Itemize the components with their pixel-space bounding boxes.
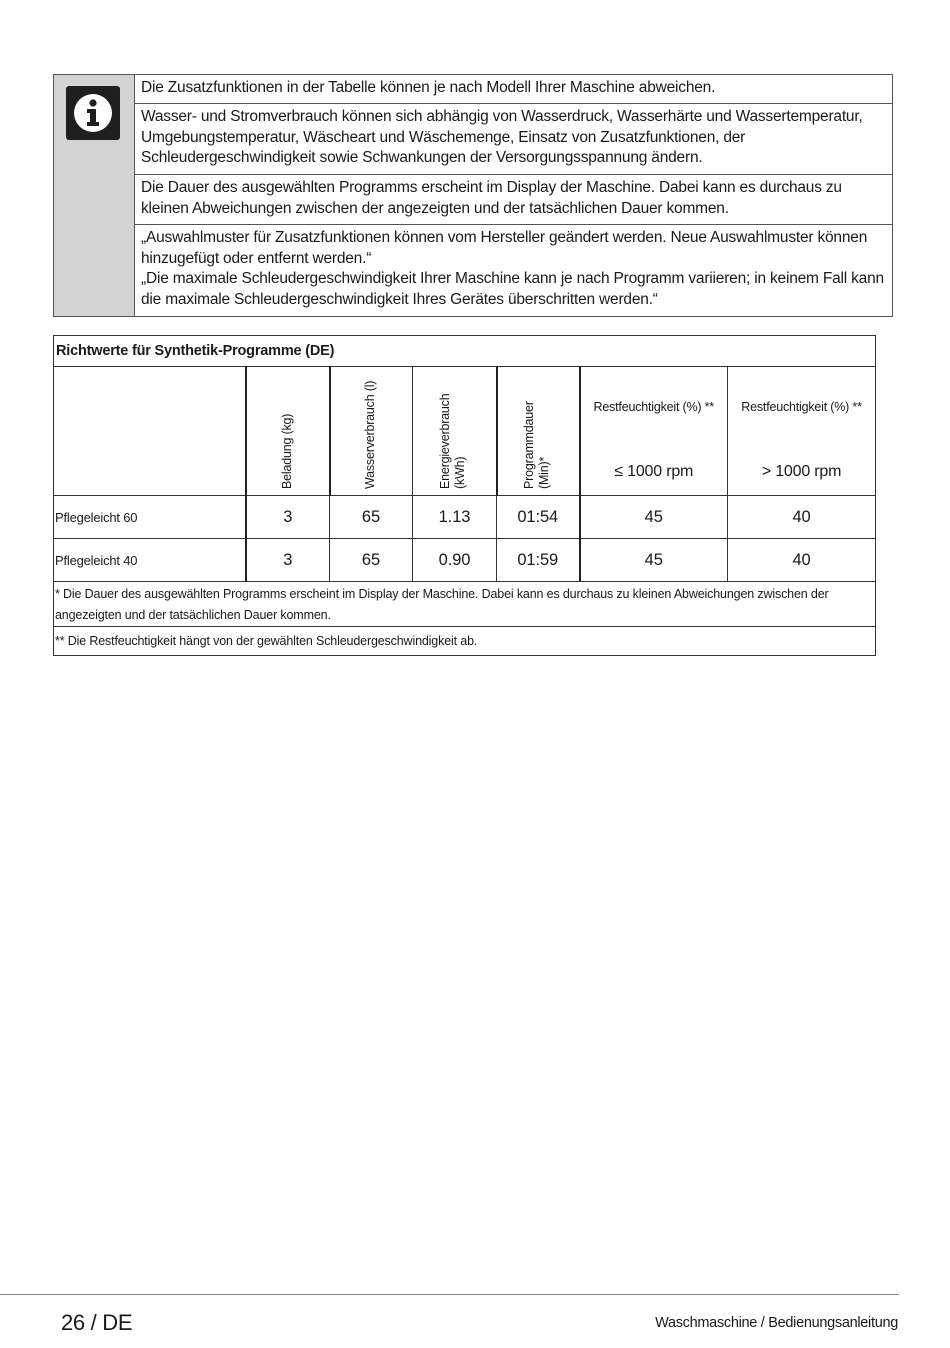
header-label: > 1000 rpm <box>761 463 842 480</box>
footer-title: Waschmaschine / Bedienungsanleitung <box>655 1315 898 1331</box>
info-row <box>135 175 892 225</box>
header-label: Wasserverbrauch (l) <box>363 380 378 489</box>
header-wasser <box>330 367 413 496</box>
header-label: Beladung (kg) <box>279 413 294 489</box>
page-number: 26 / DE <box>61 1310 133 1335</box>
rest-low-value: 45 <box>580 496 728 539</box>
info-text: Wasser- und Stromverbrauch können sich abhängig von Wasserdruck, Wasserhärte und Wassertemperatur, Umgebungstemperatur, Wäscheart und Wäschemenge, Einsatz von Zusatzfunktionen, der Schleudergeschwindigkeit sowie Schwankungen der Versorgungsspannung ändern. <box>141 108 863 166</box>
rest-low-value: 45 <box>580 539 728 582</box>
rest-high-value: 40 <box>728 539 876 582</box>
header-dauer <box>497 367 580 496</box>
table-footnote: ** Die Restfeuchtigkeit hängt von der gewählten Schleudergeschwindigkeit ab. <box>54 627 876 656</box>
info-sidebar <box>54 75 135 316</box>
header-rest-low <box>580 367 728 496</box>
beladung-value: 3 <box>246 496 330 539</box>
header-rest-high <box>728 367 876 496</box>
header-label: (Min)* <box>537 456 551 489</box>
header-beladung <box>246 367 330 496</box>
header-empty <box>54 367 246 496</box>
table-row <box>54 539 876 582</box>
dauer-value: 01:59 <box>497 539 580 582</box>
dauer-value: 01:54 <box>497 496 580 539</box>
info-rows <box>135 75 892 316</box>
info-row <box>135 75 892 104</box>
info-row <box>135 104 892 175</box>
header-label: ≤ 1000 rpm <box>614 463 694 480</box>
table-header-row <box>54 367 876 496</box>
program-name: Pflegeleicht 60 <box>54 496 246 539</box>
info-box <box>53 74 893 317</box>
beladung-value: 3 <box>246 539 330 582</box>
info-icon <box>66 86 120 140</box>
energie-value: 1.13 <box>413 496 497 539</box>
header-label: Programmdauer <box>522 401 536 489</box>
header-label: Restfeuchtigkeit (%) ** <box>593 400 714 414</box>
table-row <box>54 496 876 539</box>
header-label: Restfeuchtigkeit (%) ** <box>741 400 862 414</box>
footer-divider <box>0 1294 899 1295</box>
rest-high-value: 40 <box>728 496 876 539</box>
wasser-value: 65 <box>330 496 413 539</box>
info-text: „Die maximale Schleudergeschwindigkeit Ihrer Maschine kann je nach Programm variieren; in keinem Fall kann die maximale Schleudergeschwindigkeit Ihres Gerätes überschritten werden.“ <box>141 270 884 308</box>
energie-value: 0.90 <box>413 539 497 582</box>
header-label: (kWh) <box>453 456 468 489</box>
table-title: Richtwerte für Synthetik-Programme (DE) <box>54 336 876 367</box>
header-energie <box>413 367 497 496</box>
header-label: Energieverbrauch <box>438 393 453 489</box>
wasser-value: 65 <box>330 539 413 582</box>
synthetik-table <box>53 335 876 656</box>
info-text: Die Zusatzfunktionen in der Tabelle können je nach Modell Ihrer Maschine abweichen. <box>141 79 716 96</box>
info-text: „Auswahlmuster für Zusatzfunktionen können vom Hersteller geändert werden. Neue Auswahlmuster können hinzugefügt oder entfernt werden.“ <box>141 229 868 267</box>
table-footnote: * Die Dauer des ausgewählten Programms erscheint im Display der Maschine. Dabei kann es durchaus zu kleinen Abweichungen zwischen der angezeigten und der tatsächlichen Dauer kommen. <box>54 582 876 627</box>
program-name: Pflegeleicht 40 <box>54 539 246 582</box>
info-text: Die Dauer des ausgewählten Programms erscheint im Display der Maschine. Dabei kann es durchaus zu kleinen Abweichungen zwischen der angezeigten und der tatsächlichen Dauer kommen. <box>141 179 842 217</box>
info-row <box>135 225 892 316</box>
